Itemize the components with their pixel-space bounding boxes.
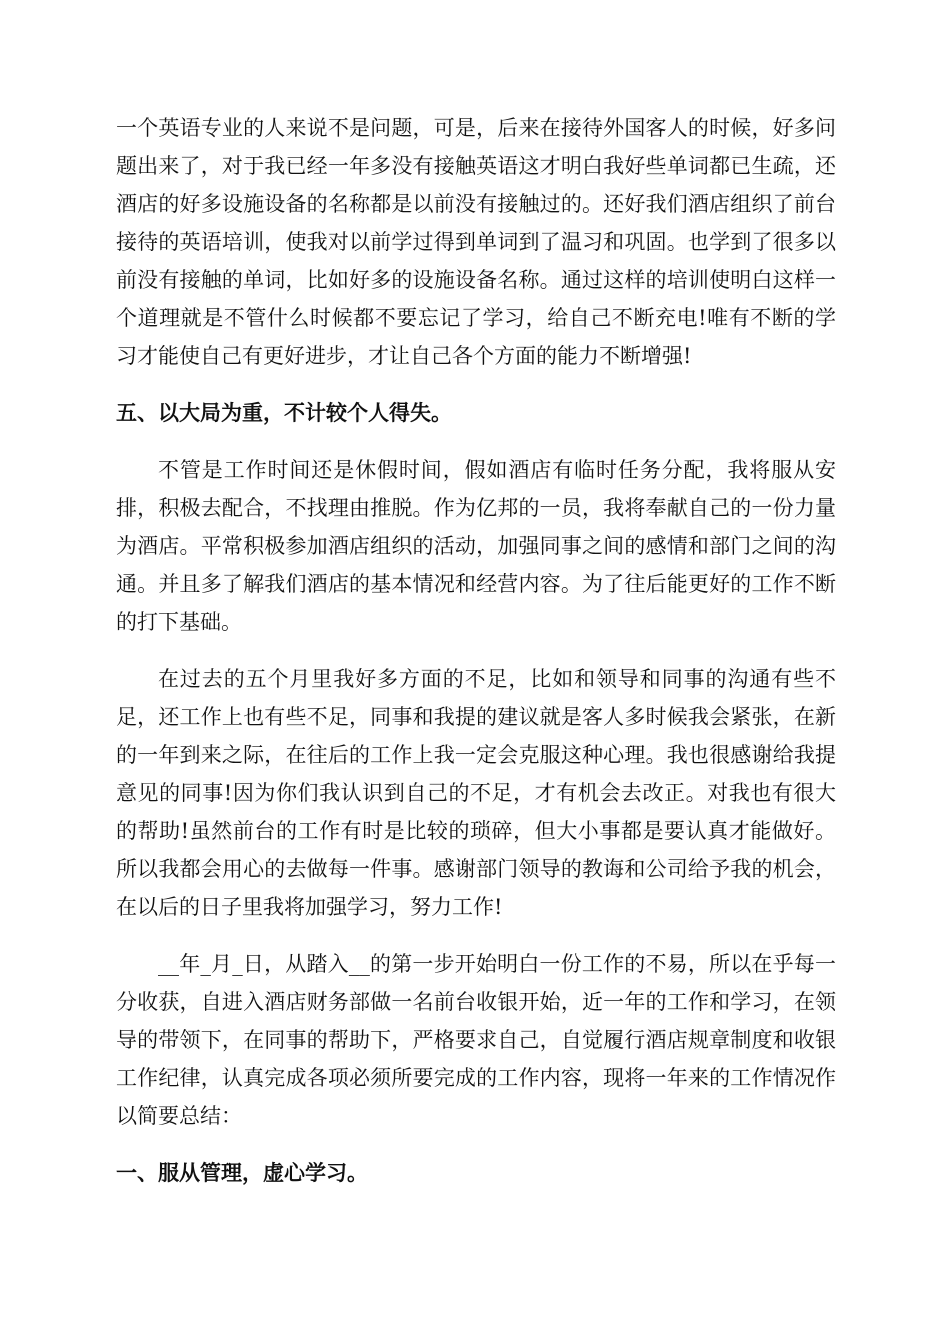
section-heading-5: 五、以大局为重，不计较个人得失。 (116, 400, 452, 425)
paragraph-2: 不管是工作时间还是休假时间，假如酒店有临时任务分配，我将服从安排，积极去配合，不找理由推脱。作为亿邦的一员，我将奉献自己的一份力量为酒店。平常积极参加酒店组织的活动，加强同事之间的感情和部门之间的沟通。并且多了解我们酒店的基本情况和经营内容。为了往后能更好的工作不断的打下基础。 (116, 458, 836, 634)
paragraph-1: 一个英语专业的人来说不是问题，可是，后来在接待外国客人的时候，好多问题出来了，对于我已经一年多没有接触英语这才明白我好些单词都已生疏，还酒店的好多设施设备的名称都是以前没有接触过的。还好我们酒店组织了前台接待的英语培训，使我对以前学过得到单词到了温习和巩固。也学到了很多以前没有接触的单词，比如好多的设施设备名称。通过这样的培训使明白这样一个道理就是不管什么时候都不要忘记了学习，给自己不断充电!唯有不断的学习才能使自己有更好进步，才让自己各个方面的能力不断增强! (116, 116, 836, 368)
paragraph-3: 在过去的五个月里我好多方面的不足，比如和领导和同事的沟通有些不足，还工作上也有些不足，同事和我提的建议就是客人多时候我会紧张，在新的一年到来之际，在往后的工作上我一定会克服这种心理。我也很感谢给我提意见的同事!因为你们我认识到自己的不足，才有机会去改正。对我也有很大的帮助!虽然前台的工作有时是比较的琐碎，但大小事都是要认真才能做好。所以我都会用心的去做每一件事。感谢部门领导的教诲和公司给予我的机会，在以后的日子里我将加强学习，努力工作! (116, 667, 836, 919)
paragraph-4: __年_月_日，从踏入__的第一步开始明白一份工作的不易，所以在乎每一分收获，自进入酒店财务部做一名前台收银开始，近一年的工作和学习，在领导的带领下，在同事的帮助下，严格要求自己，自觉履行酒店规章制度和收银工作纪律，认真完成各项必须所要完成的工作内容，现将一年来的工作情况作以简要总结： (116, 952, 836, 1128)
document-page (116, 109, 836, 1211)
section-heading-1: 一、服从管理，虚心学习。 (116, 1160, 368, 1185)
